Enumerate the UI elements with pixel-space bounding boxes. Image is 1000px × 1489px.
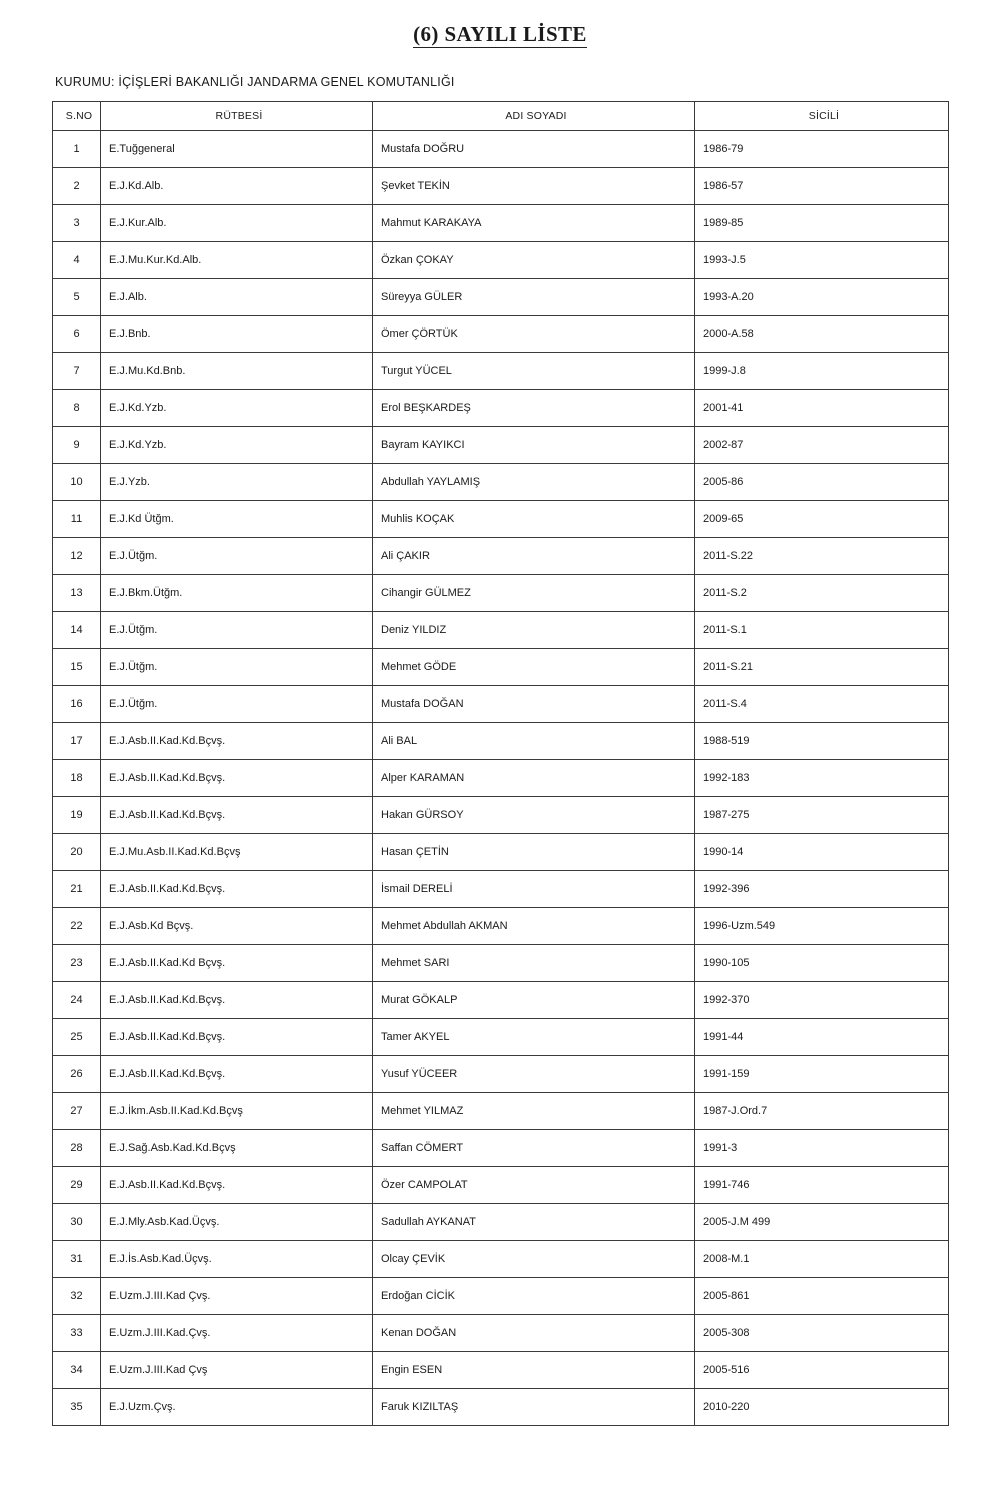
- page-title-text: (6) SAYILI LİSTE: [413, 22, 587, 46]
- cell-sicil: [695, 390, 949, 427]
- cell-name-text: Engin ESEN: [381, 1364, 443, 1376]
- cell-name: [373, 1315, 695, 1352]
- cell-sicil-text: 2011-S.21: [703, 661, 753, 673]
- cell-rank-text: E.Uzm.J.III.Kad Çvş: [109, 1364, 208, 1376]
- cell-sicil-text: 2011-S.1: [703, 624, 747, 636]
- institution-label: KURUMU: İÇİŞLERİ BAKANLIĞI JANDARMA GENEL KOMUTANLIĞI: [55, 75, 455, 89]
- table-row: [53, 427, 949, 464]
- table-row: [53, 1093, 949, 1130]
- cell-sno: 3: [53, 205, 101, 242]
- table-row: [53, 538, 949, 575]
- cell-sno: 1: [53, 131, 101, 168]
- cell-rank-text: E.Tuğgeneral: [109, 143, 175, 155]
- cell-sno: 18: [53, 760, 101, 797]
- cell-rank: [101, 575, 373, 612]
- cell-sicil: [695, 945, 949, 982]
- cell-name: [373, 686, 695, 723]
- cell-name-text: Bayram KAYIKCI: [381, 439, 465, 451]
- cell-sno: 35: [53, 1389, 101, 1426]
- table-row: [53, 242, 949, 279]
- cell-sicil: [695, 501, 949, 538]
- cell-sicil-text: 1991-159: [703, 1068, 750, 1080]
- cell-sicil-text: 2011-S.22: [703, 550, 753, 562]
- cell-rank: [101, 1167, 373, 1204]
- table-row: [53, 353, 949, 390]
- cell-rank-text: E.J.Asb.II.Kad.Kd.Bçvş.: [109, 809, 226, 821]
- cell-sno: 13: [53, 575, 101, 612]
- cell-sicil: [695, 982, 949, 1019]
- cell-sicil: [695, 1093, 949, 1130]
- cell-rank: [101, 427, 373, 464]
- column-header-sicil: [695, 102, 949, 131]
- cell-rank-text: E.J.Kd.Alb.: [109, 180, 164, 192]
- cell-sno: 10: [53, 464, 101, 501]
- cell-sno: 28: [53, 1130, 101, 1167]
- cell-rank: [101, 1130, 373, 1167]
- cell-name: [373, 1241, 695, 1278]
- cell-rank-text: E.J.İs.Asb.Kad.Üçvş.: [109, 1253, 212, 1265]
- cell-rank-text: E.J.Kd.Yzb.: [109, 439, 167, 451]
- cell-sicil-text: 2008-M.1: [703, 1253, 750, 1265]
- cell-name-text: Mustafa DOĞAN: [381, 698, 464, 710]
- table-row: [53, 316, 949, 353]
- cell-sicil: [695, 1056, 949, 1093]
- cell-rank-text: E.J.Asb.II.Kad.Kd Bçvş.: [109, 957, 226, 969]
- table-row: [53, 982, 949, 1019]
- cell-name: [373, 390, 695, 427]
- cell-rank: [101, 1056, 373, 1093]
- cell-name-text: Faruk KIZILTAŞ: [381, 1401, 459, 1413]
- cell-sno: 22: [53, 908, 101, 945]
- cell-sicil-text: 1996-Uzm.549: [703, 920, 776, 932]
- cell-rank-text: E.J.Asb.II.Kad.Kd.Bçvş.: [109, 1031, 226, 1043]
- cell-sno: 27: [53, 1093, 101, 1130]
- cell-rank: [101, 1019, 373, 1056]
- cell-sno: 12: [53, 538, 101, 575]
- cell-rank-text: E.J.Asb.II.Kad.Kd.Bçvş.: [109, 1068, 226, 1080]
- cell-name-text: Mehmet SARI: [381, 957, 450, 969]
- cell-sicil: [695, 723, 949, 760]
- cell-name-text: Mehmet GÖDE: [381, 661, 457, 673]
- cell-sno: 23: [53, 945, 101, 982]
- cell-sicil-text: 1992-370: [703, 994, 750, 1006]
- cell-sicil: [695, 1204, 949, 1241]
- cell-rank: [101, 945, 373, 982]
- cell-sno: 6: [53, 316, 101, 353]
- cell-sno: 34: [53, 1352, 101, 1389]
- cell-rank: [101, 390, 373, 427]
- cell-rank: [101, 797, 373, 834]
- cell-sno: 31: [53, 1241, 101, 1278]
- table-body: [53, 131, 949, 1426]
- cell-sicil-text: 2010-220: [703, 1401, 750, 1413]
- cell-sicil: [695, 1389, 949, 1426]
- cell-name-text: Erdoğan CİCİK: [381, 1290, 455, 1302]
- cell-name: [373, 575, 695, 612]
- cell-sicil: [695, 612, 949, 649]
- cell-sicil: [695, 575, 949, 612]
- cell-sicil-text: 2005-516: [703, 1364, 750, 1376]
- cell-sicil-text: 1986-57: [703, 180, 744, 192]
- cell-sicil: [695, 1019, 949, 1056]
- cell-sicil-text: 1992-183: [703, 772, 750, 784]
- cell-sicil-text: 2002-87: [703, 439, 744, 451]
- table-header: [53, 102, 949, 131]
- cell-name: [373, 131, 695, 168]
- cell-sno: 21: [53, 871, 101, 908]
- cell-sicil: [695, 1278, 949, 1315]
- cell-rank-text: E.J.Ütğm.: [109, 550, 158, 562]
- table-row: [53, 1204, 949, 1241]
- cell-sicil: [695, 464, 949, 501]
- cell-rank: [101, 205, 373, 242]
- cell-name: [373, 1167, 695, 1204]
- cell-sicil: [695, 760, 949, 797]
- column-header-sno-label: S.NO: [65, 110, 93, 122]
- cell-rank-text: E.J.Asb.II.Kad.Kd.Bçvş.: [109, 1179, 226, 1191]
- cell-sicil: [695, 871, 949, 908]
- cell-sicil-text: 1999-J.8: [703, 365, 746, 377]
- cell-sicil: [695, 427, 949, 464]
- table-row: [53, 1278, 949, 1315]
- table-row: [53, 501, 949, 538]
- table-row: [53, 797, 949, 834]
- cell-rank-text: E.J.Asb.II.Kad.Kd.Bçvş.: [109, 883, 226, 895]
- page-title: [0, 22, 1000, 47]
- cell-rank: [101, 649, 373, 686]
- cell-name: [373, 908, 695, 945]
- cell-rank-text: E.J.Sağ.Asb.Kad.Kd.Bçvş: [109, 1142, 236, 1154]
- cell-sno: 30: [53, 1204, 101, 1241]
- cell-rank-text: E.J.Mu.Kd.Bnb.: [109, 365, 186, 377]
- cell-sicil-text: 2005-861: [703, 1290, 750, 1302]
- table-row: [53, 168, 949, 205]
- cell-sno: 7: [53, 353, 101, 390]
- cell-name: [373, 871, 695, 908]
- cell-sno: 16: [53, 686, 101, 723]
- cell-rank-text: E.J.Kd.Yzb.: [109, 402, 167, 414]
- table-row: [53, 1019, 949, 1056]
- table-row: [53, 834, 949, 871]
- cell-sno: 26: [53, 1056, 101, 1093]
- personnel-table: [52, 101, 949, 1426]
- cell-name: [373, 1352, 695, 1389]
- cell-name-text: Özkan ÇOKAY: [381, 254, 454, 266]
- cell-sno: 25: [53, 1019, 101, 1056]
- cell-sicil-text: 2009-65: [703, 513, 744, 525]
- cell-sno: 11: [53, 501, 101, 538]
- cell-name-text: Mehmet Abdullah AKMAN: [381, 920, 508, 932]
- cell-name-text: Turgut YÜCEL: [381, 365, 452, 377]
- cell-rank-text: E.J.Uzm.Çvş.: [109, 1401, 176, 1413]
- cell-rank-text: E.J.Kur.Alb.: [109, 217, 167, 229]
- table-row: [53, 131, 949, 168]
- cell-sicil-text: 1991-44: [703, 1031, 744, 1043]
- cell-rank: [101, 1241, 373, 1278]
- cell-name: [373, 427, 695, 464]
- cell-name: [373, 797, 695, 834]
- cell-name-text: Saffan CÖMERT: [381, 1142, 464, 1154]
- cell-name-text: Mahmut KARAKAYA: [381, 217, 482, 229]
- cell-name-text: Alper KARAMAN: [381, 772, 465, 784]
- cell-sicil: [695, 1167, 949, 1204]
- cell-sicil: [695, 1352, 949, 1389]
- cell-name-text: Cihangir GÜLMEZ: [381, 587, 471, 599]
- cell-sicil: [695, 797, 949, 834]
- cell-sno: 17: [53, 723, 101, 760]
- cell-rank-text: E.J.Yzb.: [109, 476, 150, 488]
- cell-sicil: [695, 686, 949, 723]
- cell-rank-text: E.Uzm.J.III.Kad Çvş.: [109, 1290, 211, 1302]
- cell-name: [373, 279, 695, 316]
- cell-sicil-text: 2011-S.4: [703, 698, 747, 710]
- cell-name: [373, 834, 695, 871]
- cell-sno: 5: [53, 279, 101, 316]
- cell-rank: [101, 538, 373, 575]
- cell-rank: [101, 1389, 373, 1426]
- table-row: [53, 575, 949, 612]
- cell-rank: [101, 464, 373, 501]
- cell-name-text: Sadullah AYKANAT: [381, 1216, 476, 1228]
- column-header-rank-label: RÜTBESİ: [215, 110, 263, 122]
- cell-name-text: Deniz YILDIZ: [381, 624, 447, 636]
- cell-sno: 32: [53, 1278, 101, 1315]
- cell-name: [373, 316, 695, 353]
- cell-sno: 19: [53, 797, 101, 834]
- cell-sno: 15: [53, 649, 101, 686]
- cell-rank: [101, 1093, 373, 1130]
- cell-sicil: [695, 1315, 949, 1352]
- cell-name-text: Şevket TEKİN: [381, 180, 450, 192]
- cell-sicil-text: 2005-86: [703, 476, 744, 488]
- cell-sicil-text: 1987-275: [703, 809, 750, 821]
- cell-rank-text: E.J.Ütğm.: [109, 624, 158, 636]
- table-row: [53, 945, 949, 982]
- cell-sno: 20: [53, 834, 101, 871]
- cell-sicil-text: 2011-S.2: [703, 587, 747, 599]
- cell-rank-text: E.J.Alb.: [109, 291, 147, 303]
- cell-name: [373, 1093, 695, 1130]
- table-row: [53, 1241, 949, 1278]
- cell-rank: [101, 723, 373, 760]
- cell-rank: [101, 834, 373, 871]
- cell-name: [373, 168, 695, 205]
- cell-name-text: Erol BEŞKARDEŞ: [381, 402, 471, 414]
- table-row: [53, 1130, 949, 1167]
- cell-sno: 2: [53, 168, 101, 205]
- cell-sicil: [695, 279, 949, 316]
- cell-name-text: Yusuf YÜCEER: [381, 1068, 458, 1080]
- cell-name-text: Özer CAMPOLAT: [381, 1179, 468, 1191]
- cell-rank: [101, 242, 373, 279]
- cell-name-text: Ömer ÇÖRTÜK: [381, 328, 458, 340]
- cell-rank: [101, 1315, 373, 1352]
- cell-name-text: İsmail DERELİ: [381, 883, 453, 895]
- cell-rank-text: E.J.Mu.Kur.Kd.Alb.: [109, 254, 202, 266]
- cell-sicil-text: 1989-85: [703, 217, 744, 229]
- cell-rank: [101, 760, 373, 797]
- cell-rank: [101, 1352, 373, 1389]
- cell-sicil-text: 1992-396: [703, 883, 750, 895]
- cell-name-text: Mustafa DOĞRU: [381, 143, 465, 155]
- cell-rank-text: E.J.Asb.II.Kad.Kd.Bçvş.: [109, 735, 226, 747]
- cell-name: [373, 464, 695, 501]
- cell-rank-text: E.J.Ütğm.: [109, 698, 158, 710]
- cell-rank: [101, 279, 373, 316]
- cell-name: [373, 353, 695, 390]
- cell-rank: [101, 908, 373, 945]
- cell-sicil: [695, 1130, 949, 1167]
- cell-rank-text: E.J.Asb.II.Kad.Kd.Bçvş.: [109, 772, 226, 784]
- cell-sicil: [695, 242, 949, 279]
- cell-name-text: Olcay ÇEVİK: [381, 1253, 446, 1265]
- cell-name: [373, 1019, 695, 1056]
- cell-name: [373, 205, 695, 242]
- table-row: [53, 1167, 949, 1204]
- cell-name: [373, 1389, 695, 1426]
- cell-rank-text: E.J.Mu.Asb.II.Kad.Kd.Bçvş: [109, 846, 241, 858]
- cell-name: [373, 1056, 695, 1093]
- cell-sno: 14: [53, 612, 101, 649]
- cell-rank-text: E.J.Bkm.Ütğm.: [109, 587, 183, 599]
- table-row: [53, 760, 949, 797]
- table-row: [53, 649, 949, 686]
- cell-sicil: [695, 353, 949, 390]
- column-header-rank: [101, 102, 373, 131]
- cell-name-text: Kenan DOĞAN: [381, 1327, 457, 1339]
- table-row: [53, 390, 949, 427]
- cell-sicil: [695, 834, 949, 871]
- cell-sicil-text: 1988-519: [703, 735, 750, 747]
- cell-rank: [101, 871, 373, 908]
- cell-sicil-text: 1990-105: [703, 957, 750, 969]
- cell-rank-text: E.J.Asb.II.Kad.Kd.Bçvş.: [109, 994, 226, 1006]
- table-row: [53, 612, 949, 649]
- cell-name: [373, 242, 695, 279]
- cell-sicil-text: 2001-41: [703, 402, 744, 414]
- column-header-sicil-label: SİCİLİ: [808, 110, 840, 122]
- document-page: [0, 22, 1000, 1489]
- cell-name: [373, 612, 695, 649]
- cell-sno: 9: [53, 427, 101, 464]
- cell-sicil: [695, 316, 949, 353]
- cell-rank-text: E.J.Ütğm.: [109, 661, 158, 673]
- cell-sicil: [695, 649, 949, 686]
- cell-sicil-text: 2005-J.M 499: [703, 1216, 771, 1228]
- column-header-sno: [53, 102, 101, 131]
- cell-sicil-text: 1991-3: [703, 1142, 738, 1154]
- cell-sicil: [695, 908, 949, 945]
- cell-rank: [101, 501, 373, 538]
- cell-name: [373, 1204, 695, 1241]
- cell-sicil-text: 1987-J.Ord.7: [703, 1105, 768, 1117]
- cell-name: [373, 538, 695, 575]
- cell-sno: 24: [53, 982, 101, 1019]
- cell-sicil: [695, 168, 949, 205]
- cell-rank: [101, 353, 373, 390]
- cell-name: [373, 1278, 695, 1315]
- cell-name-text: Hasan ÇETİN: [381, 846, 449, 858]
- cell-sno: 4: [53, 242, 101, 279]
- table-row: [53, 1352, 949, 1389]
- cell-sno: 8: [53, 390, 101, 427]
- cell-name-text: Hakan GÜRSOY: [381, 809, 464, 821]
- cell-name: [373, 1130, 695, 1167]
- cell-name: [373, 501, 695, 538]
- cell-name-text: Mehmet YILMAZ: [381, 1105, 464, 1117]
- cell-sicil: [695, 538, 949, 575]
- cell-name: [373, 723, 695, 760]
- table-row: [53, 908, 949, 945]
- cell-rank-text: E.J.Asb.Kd Bçvş.: [109, 920, 194, 932]
- cell-rank: [101, 612, 373, 649]
- cell-name: [373, 760, 695, 797]
- table-row: [53, 464, 949, 501]
- table-row: [53, 1389, 949, 1426]
- table-row: [53, 686, 949, 723]
- cell-rank-text: E.J.Mly.Asb.Kad.Üçvş.: [109, 1216, 220, 1228]
- table-row: [53, 279, 949, 316]
- cell-sicil-text: 1993-J.5: [703, 254, 746, 266]
- cell-sicil-text: 1986-79: [703, 143, 744, 155]
- table-row: [53, 1315, 949, 1352]
- table-header-row: [53, 102, 949, 131]
- cell-sicil: [695, 1241, 949, 1278]
- cell-name: [373, 649, 695, 686]
- cell-name: [373, 982, 695, 1019]
- cell-rank: [101, 316, 373, 353]
- cell-name-text: Ali ÇAKIR: [381, 550, 430, 562]
- cell-sicil-text: 1990-14: [703, 846, 744, 858]
- cell-name-text: Süreyya GÜLER: [381, 291, 463, 303]
- cell-sicil: [695, 131, 949, 168]
- column-header-name: [373, 102, 695, 131]
- table-row: [53, 1056, 949, 1093]
- cell-rank: [101, 1278, 373, 1315]
- cell-rank: [101, 1204, 373, 1241]
- cell-name-text: Muhlis KOÇAK: [381, 513, 455, 525]
- cell-rank-text: E.J.Bnb.: [109, 328, 151, 340]
- cell-sicil-text: 1991-746: [703, 1179, 750, 1191]
- column-header-name-label: ADI SOYADI: [505, 110, 567, 122]
- cell-rank-text: E.J.İkm.Asb.II.Kad.Kd.Bçvş: [109, 1105, 243, 1117]
- cell-rank: [101, 131, 373, 168]
- cell-name-text: Abdullah YAYLAMIŞ: [381, 476, 481, 488]
- cell-name: [373, 945, 695, 982]
- cell-name-text: Tamer AKYEL: [381, 1031, 450, 1043]
- cell-sicil-text: 2005-308: [703, 1327, 750, 1339]
- cell-name-text: Ali BAL: [381, 735, 418, 747]
- cell-name-text: Murat GÖKALP: [381, 994, 458, 1006]
- cell-rank: [101, 982, 373, 1019]
- cell-rank-text: E.J.Kd Ütğm.: [109, 513, 174, 525]
- cell-sno: 33: [53, 1315, 101, 1352]
- table-row: [53, 723, 949, 760]
- cell-sicil-text: 1993-A.20: [703, 291, 754, 303]
- table-row: [53, 205, 949, 242]
- cell-sicil: [695, 205, 949, 242]
- cell-rank-text: E.Uzm.J.III.Kad.Çvş.: [109, 1327, 211, 1339]
- cell-rank: [101, 686, 373, 723]
- cell-sno: 29: [53, 1167, 101, 1204]
- cell-rank: [101, 168, 373, 205]
- table-row: [53, 871, 949, 908]
- cell-sicil-text: 2000-A.58: [703, 328, 754, 340]
